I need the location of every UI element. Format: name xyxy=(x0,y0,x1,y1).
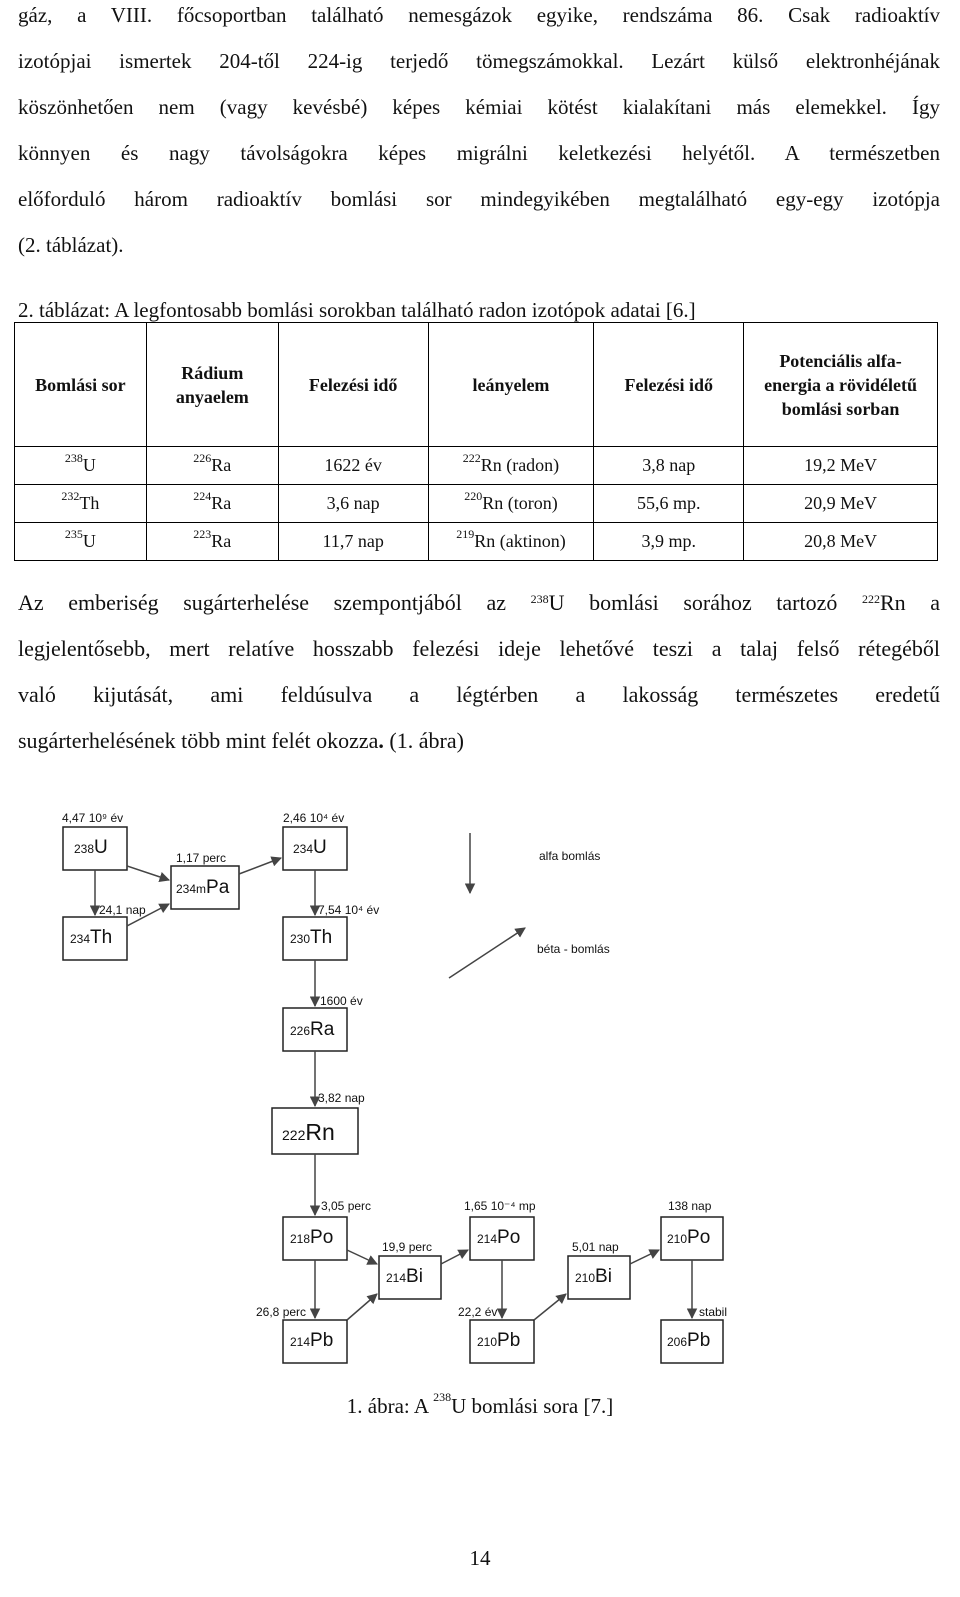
svg-text:210Po: 210Po xyxy=(667,1227,711,1248)
energy-cell: 20,8 MeV xyxy=(744,523,938,561)
intro-line: előforduló három radioaktív bomlási sor mindegyikében megtalálható egy-egy izotópja xyxy=(18,187,940,211)
svg-text:218Po: 218Po xyxy=(290,1227,334,1248)
svg-text:222Rn: 222Rn xyxy=(282,1119,335,1145)
intro-line: izotópjai ismertek 204-től 224-ig terjedő tömegszámokkal. Lezárt külső elektronhéjának xyxy=(18,49,940,73)
node-pa234m xyxy=(171,866,239,909)
stable-label: stabil xyxy=(699,1305,728,1319)
radon-half-life-cell: 55,6 mp. xyxy=(594,485,744,523)
node-po218 xyxy=(283,1217,347,1260)
half-life-label: 3,82 nap xyxy=(318,1091,365,1105)
half-life-label: 4,47 10⁹ év xyxy=(62,811,124,825)
node-po210 xyxy=(661,1217,723,1260)
intro-paragraph xyxy=(18,0,940,268)
daughter-cell: $^{219}$Rn (aktinon) xyxy=(428,523,594,561)
body-line: legjelentősebb, mert relatíve hosszabb felezési ideje lehetővé teszi a talaj felső rétegéből xyxy=(18,636,940,661)
table-row xyxy=(15,447,938,485)
half-life-label: 1,17 perc xyxy=(176,851,227,865)
intro-line: könnyen és nagy távolságokra képes migrálni keletkezési helyétől. A természetben xyxy=(18,141,940,165)
radium-half-life-cell: 1622 év xyxy=(278,447,428,485)
legend-beta: béta - bomlás xyxy=(537,942,610,956)
half-life-label: 7,54 10⁴ év xyxy=(318,903,380,917)
radium-half-life-cell: 3,6 nap xyxy=(278,485,428,523)
svg-text:226Ra: 226Ra xyxy=(290,1019,335,1040)
svg-text:230Th: 230Th xyxy=(290,927,333,948)
column-header: leányelem xyxy=(428,323,594,447)
half-life-label: 138 nap xyxy=(668,1199,712,1213)
table-row xyxy=(15,523,938,561)
radium-half-life-cell: 11,7 nap xyxy=(278,523,428,561)
half-life-label: 24,1 nap xyxy=(99,903,146,917)
half-life-label: 22,2 év xyxy=(458,1305,498,1319)
intro-line: (2. táblázat). xyxy=(18,233,124,257)
half-life-label: 26,8 perc xyxy=(256,1305,307,1319)
node-pb210 xyxy=(470,1320,534,1363)
intro-line: köszönhetően nem (vagy kevésbé) képes kémiai kötést kialakítani más elemekkel. Így xyxy=(18,95,940,119)
svg-text:214Bi: 214Bi xyxy=(386,1266,423,1287)
half-life-label: 5,01 nap xyxy=(572,1240,619,1254)
page-number: 14 xyxy=(469,1546,491,1570)
node-pb206 xyxy=(661,1320,723,1363)
svg-text:206Pb: 206Pb xyxy=(667,1330,711,1351)
radium-cell: $^{223}$Ra xyxy=(146,523,278,561)
node-ra226 xyxy=(283,1008,347,1051)
table-row xyxy=(15,485,938,523)
svg-text:234mPa: 234mPa xyxy=(176,877,230,898)
daughter-cell: $^{220}$Rn (toron) xyxy=(428,485,594,523)
node-th230 xyxy=(283,917,347,960)
node-pb214 xyxy=(283,1320,347,1363)
node-u238 xyxy=(63,827,127,870)
series-cell: $^{238}$U xyxy=(15,447,147,485)
table-caption: 2. táblázat: A legfontosabb bomlási sorokban található radon izotópok adatai [6.] xyxy=(18,298,696,322)
figure-caption: 1. ábra: A $^{238}$U bomlási sora [7.] xyxy=(346,1390,614,1418)
svg-text:238U: 238U xyxy=(74,837,108,858)
body-paragraph xyxy=(18,580,940,764)
intro-line: gáz, a VIII. főcsoportban található nemesgázok egyike, rendszáma 86. Csak radioaktív xyxy=(18,3,940,27)
half-life-label: 3,05 perc xyxy=(321,1199,372,1213)
radium-cell: $^{224}$Ra xyxy=(146,485,278,523)
node-bi214 xyxy=(379,1256,441,1299)
svg-text:234U: 234U xyxy=(293,837,327,858)
body-line: Az emberiség sugárterhelése szempontjából az $^{238}$U bomlási sorához tartozó $^{222}$Rn a xyxy=(18,590,940,615)
radon-isotope-table xyxy=(14,322,938,561)
column-header: Rádium anyaelem xyxy=(146,323,278,447)
svg-text:234Th: 234Th xyxy=(70,927,113,948)
node-rn222 xyxy=(272,1108,358,1154)
legend-alpha: alfa bomlás xyxy=(539,849,601,863)
decay-chain-diagram xyxy=(0,780,960,1380)
column-header: Felezési idő xyxy=(278,323,428,447)
half-life-label: 1600 év xyxy=(320,994,363,1008)
column-header: Potenciális alfa-energia a rövidéletű bomlási sorban xyxy=(744,323,938,447)
node-u234 xyxy=(283,827,347,870)
table-header-row xyxy=(15,323,938,447)
series-cell: $^{232}$Th xyxy=(15,485,147,523)
node-po214 xyxy=(470,1217,534,1260)
svg-text:210Bi: 210Bi xyxy=(575,1266,612,1287)
svg-text:214Po: 214Po xyxy=(477,1227,521,1248)
body-line: való kijutását, ami feldúsulva a légtérben a lakosság természetes eredetű xyxy=(18,682,940,707)
radon-half-life-cell: 3,8 nap xyxy=(594,447,744,485)
half-life-label: 1,65 10⁻⁴ mp xyxy=(464,1199,536,1213)
energy-cell: 20,9 MeV xyxy=(744,485,938,523)
node-bi210 xyxy=(568,1256,630,1299)
column-header: Felezési idő xyxy=(594,323,744,447)
energy-cell: 19,2 MeV xyxy=(744,447,938,485)
half-life-label: 19,9 perc xyxy=(382,1240,433,1254)
half-life-label: 2,46 10⁴ év xyxy=(283,811,345,825)
daughter-cell: $^{222}$Rn (radon) xyxy=(428,447,594,485)
body-line: sugárterhelésének több mint felét okozza. (1. ábra) xyxy=(18,728,464,753)
column-header: Bomlási sor xyxy=(15,323,147,447)
radon-half-life-cell: 3,9 mp. xyxy=(594,523,744,561)
node-th234 xyxy=(63,917,127,960)
svg-text:214Pb: 214Pb xyxy=(290,1330,334,1351)
radium-cell: $^{226}$Ra xyxy=(146,447,278,485)
svg-text:210Pb: 210Pb xyxy=(477,1330,521,1351)
series-cell: $^{235}$U xyxy=(15,523,147,561)
